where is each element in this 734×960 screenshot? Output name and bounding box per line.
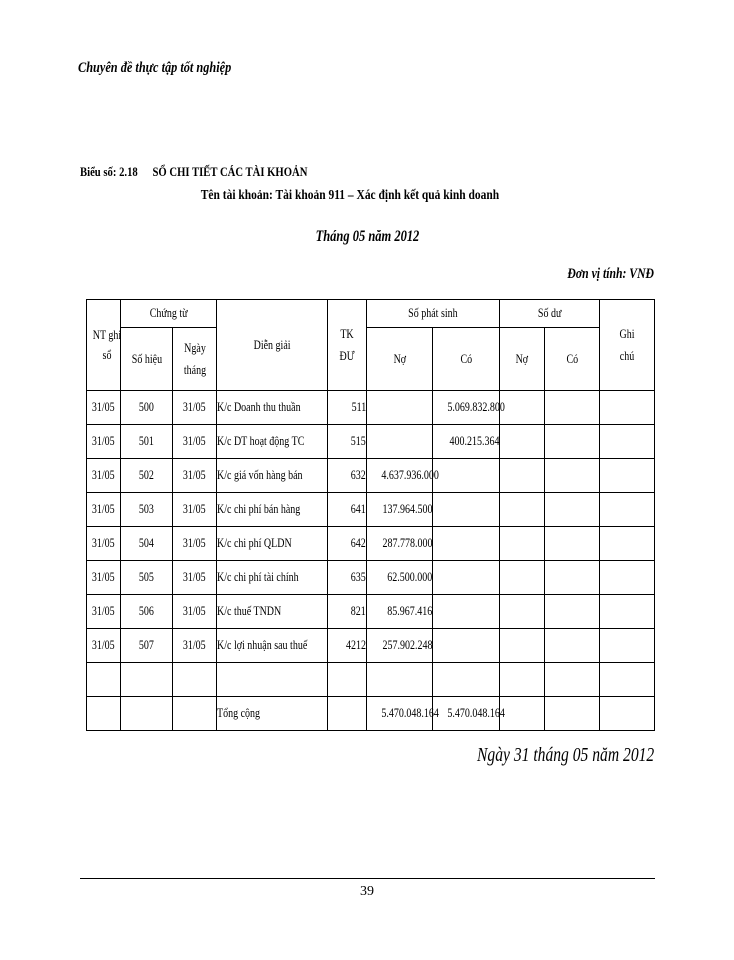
period-line xyxy=(0,228,734,246)
cell-dien-giai: K/c giá vốn hàng bán xyxy=(217,459,328,493)
header-ngay-thang: Ngày tháng xyxy=(173,328,217,391)
table-total-row xyxy=(87,697,655,731)
cell-nt: 31/05 xyxy=(87,459,121,493)
period: Tháng 05 năm 2012 xyxy=(315,228,419,245)
cell-no: 62.500.000 xyxy=(367,561,433,595)
cell-du-co xyxy=(545,391,600,425)
table-row xyxy=(87,391,655,425)
cell-nt: 31/05 xyxy=(87,527,121,561)
cell-du-no xyxy=(500,561,545,595)
header-phat-sinh-no: Nợ xyxy=(367,328,433,391)
cell-dien-giai: K/c chi phí QLDN xyxy=(217,527,328,561)
cell-co xyxy=(433,561,500,595)
cell-so-hieu: 502 xyxy=(121,459,173,493)
cell-dien-giai: K/c DT hoạt động TC xyxy=(217,425,328,459)
table-row xyxy=(87,629,655,663)
table-row xyxy=(87,561,655,595)
cell-no: 137.964.500 xyxy=(367,493,433,527)
cell-co: 400.215.364 xyxy=(433,425,500,459)
total-co: 5.470.048.164 xyxy=(433,697,500,731)
cell-du-co xyxy=(545,425,600,459)
header-so-du: Số dư xyxy=(500,300,600,328)
cell-no: 257.902.248 xyxy=(367,629,433,663)
cell-nt: 31/05 xyxy=(87,561,121,595)
cell-ngay: 31/05 xyxy=(173,527,217,561)
table-row xyxy=(87,459,655,493)
cell-co xyxy=(433,527,500,561)
cell-ngay: 31/05 xyxy=(173,493,217,527)
currency-unit: Đơn vị tính: VNĐ xyxy=(567,266,654,282)
cell-tk: 635 xyxy=(328,561,367,595)
cell-du-co xyxy=(545,527,600,561)
cell-ghi-chu xyxy=(600,595,655,629)
table-row-empty xyxy=(87,663,655,697)
cell-so-hieu: 505 xyxy=(121,561,173,595)
cell-so-hieu: 504 xyxy=(121,527,173,561)
form-name: SỔ CHI TIẾT CÁC TÀI KHOẢN xyxy=(152,164,308,179)
cell-du-co xyxy=(545,493,600,527)
cell-du-co xyxy=(545,459,600,493)
cell-nt: 31/05 xyxy=(87,595,121,629)
cell-dien-giai: K/c lợi nhuận sau thuế xyxy=(217,629,328,663)
cell-dien-giai: K/c Doanh thu thuần xyxy=(217,391,328,425)
cell-no xyxy=(367,425,433,459)
table-row xyxy=(87,493,655,527)
header-tk-du: TK ĐƯ xyxy=(328,300,367,391)
form-number-line xyxy=(80,164,307,180)
cell-ghi-chu xyxy=(600,493,655,527)
cell-ngay: 31/05 xyxy=(173,561,217,595)
cell-so-hieu: 503 xyxy=(121,493,173,527)
table-row xyxy=(87,527,655,561)
account-name-line xyxy=(0,188,700,204)
cell-tk: 642 xyxy=(328,527,367,561)
page-number: 39 xyxy=(360,884,374,899)
cell-dien-giai: K/c chi phí bán hàng xyxy=(217,493,328,527)
cell-du-no xyxy=(500,629,545,663)
header-ghi-chu: Ghi chú xyxy=(600,300,655,391)
cell-tk: 515 xyxy=(328,425,367,459)
cell-nt: 31/05 xyxy=(87,493,121,527)
cell-du-no xyxy=(500,527,545,561)
cell-tk: 4212 xyxy=(328,629,367,663)
cell-ngay: 31/05 xyxy=(173,391,217,425)
cell-so-hieu: 507 xyxy=(121,629,173,663)
signed-date: Ngày 31 tháng 05 năm 2012 xyxy=(476,744,654,766)
cell-tk: 632 xyxy=(328,459,367,493)
cell-ghi-chu xyxy=(600,459,655,493)
cell-ghi-chu xyxy=(600,391,655,425)
header-dien-giai: Diễn giải xyxy=(217,300,328,391)
cell-no: 4.637.936.000 xyxy=(367,459,433,493)
cell-co xyxy=(433,629,500,663)
footer-divider xyxy=(80,878,655,879)
header-chung-tu: Chứng từ xyxy=(121,300,217,328)
cell-no: 287.778.000 xyxy=(367,527,433,561)
cell-du-co xyxy=(545,561,600,595)
header-so-hieu: Số hiệu xyxy=(121,328,173,391)
cell-so-hieu: 500 xyxy=(121,391,173,425)
header-du-no: Nợ xyxy=(500,328,545,391)
cell-ghi-chu xyxy=(600,629,655,663)
cell-nt: 31/05 xyxy=(87,629,121,663)
cell-du-no xyxy=(500,493,545,527)
cell-du-no xyxy=(500,425,545,459)
header-phat-sinh-co: Có xyxy=(433,328,500,391)
cell-ngay: 31/05 xyxy=(173,425,217,459)
form-number: Biểu số: 2.18 xyxy=(80,164,138,179)
cell-dien-giai: K/c chi phí tài chính xyxy=(217,561,328,595)
cell-co xyxy=(433,493,500,527)
cell-du-no xyxy=(500,595,545,629)
cell-ngay: 31/05 xyxy=(173,459,217,493)
total-no: 5.470.048.164 xyxy=(367,697,433,731)
cell-nt: 31/05 xyxy=(87,425,121,459)
cell-so-hieu: 506 xyxy=(121,595,173,629)
cell-ghi-chu xyxy=(600,561,655,595)
cell-co xyxy=(433,595,500,629)
cell-so-hieu: 501 xyxy=(121,425,173,459)
cell-tk: 641 xyxy=(328,493,367,527)
cell-du-co xyxy=(545,629,600,663)
cell-co xyxy=(433,459,500,493)
cell-ngay: 31/05 xyxy=(173,595,217,629)
cell-tk: 821 xyxy=(328,595,367,629)
header-nt-ghi-so: NT ghi sổ xyxy=(87,300,121,391)
cell-ngay: 31/05 xyxy=(173,629,217,663)
total-label: Tổng cộng xyxy=(217,697,328,731)
cell-tk: 511 xyxy=(328,391,367,425)
cell-du-no xyxy=(500,391,545,425)
cell-no: 85.967.416 xyxy=(367,595,433,629)
cell-du-no xyxy=(500,459,545,493)
document-header-title: Chuyên đề thực tập tốt nghiệp xyxy=(78,60,232,76)
table-row xyxy=(87,425,655,459)
table-row xyxy=(87,595,655,629)
ledger-table xyxy=(86,299,655,731)
cell-ghi-chu xyxy=(600,425,655,459)
header-so-phat-sinh: Số phát sinh xyxy=(367,300,500,328)
cell-co: 5.069.832.800 xyxy=(433,391,500,425)
account-name: Tên tài khoản: Tài khoản 911 – Xác định kết quả kinh doanh xyxy=(200,188,500,203)
cell-du-co xyxy=(545,595,600,629)
cell-nt: 31/05 xyxy=(87,391,121,425)
cell-no xyxy=(367,391,433,425)
cell-ghi-chu xyxy=(600,527,655,561)
header-du-co: Có xyxy=(545,328,600,391)
cell-dien-giai: K/c thuế TNDN xyxy=(217,595,328,629)
